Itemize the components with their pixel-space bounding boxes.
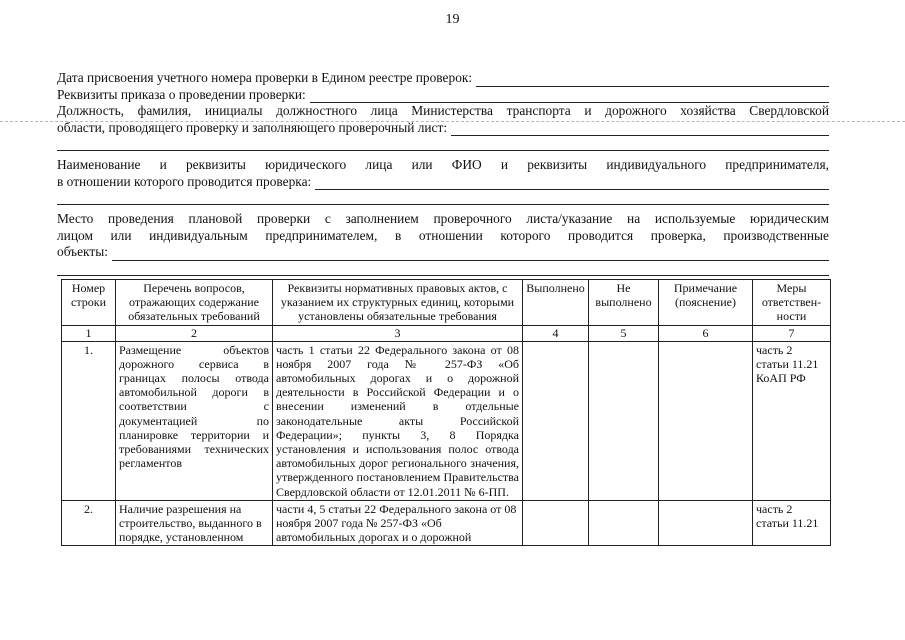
table-row — [62, 500, 831, 546]
table-index-row — [62, 325, 831, 341]
location-field[interactable] — [112, 248, 829, 261]
row-not-done-cell[interactable] — [589, 341, 659, 500]
location-label-line3: объекты: — [57, 244, 108, 259]
checklist-table — [61, 279, 831, 546]
col-index: 4 — [523, 325, 589, 341]
location-label-line2: лицом или индивидуальным предпринимателем, в отношении которого проводится проверка, производственные — [57, 227, 829, 243]
entity-label-line2: в отношении которого проводится проверка: — [57, 173, 312, 189]
table-header-row — [62, 280, 831, 326]
col-header-questions: Перечень вопросов, отражающих содержание обязательных требований — [116, 280, 273, 326]
official-label-line2: области, проводящего проверку и заполняющего проверочный лист: — [57, 119, 448, 135]
row-liability: часть 2 статьи 11.21 — [753, 500, 831, 546]
entity-line — [57, 174, 829, 191]
row-number: 1. — [62, 341, 116, 500]
official-field[interactable] — [451, 123, 829, 136]
registry-date-field[interactable] — [476, 74, 829, 87]
col-index: 5 — [589, 325, 659, 341]
col-index: 6 — [659, 325, 753, 341]
col-index: 7 — [753, 325, 831, 341]
location-label-line1: Место проведения плановой проверки с заполнением проверочного листа/указание на используемые юридическим — [57, 211, 829, 226]
col-header-not-done: Не выполнено — [589, 280, 659, 326]
col-header-liability: Меры ответствен-ности — [753, 280, 831, 326]
row-done-cell[interactable] — [523, 341, 589, 500]
official-label-line1: Должность, фамилия, инициалы должностного лица Министерства транспорта и дорожного хозяйства Свердловской — [57, 103, 829, 118]
entity-label-line1: Наименование и реквизиты юридического лица или ФИО и реквизиты индивидуального предпринимателя, — [57, 157, 829, 172]
order-details-field[interactable] — [310, 90, 829, 103]
row-number: 2. — [62, 500, 116, 546]
row-acts: части 4, 5 статьи 22 Федерального закона от 08 ноября 2007 года № 257-ФЗ «Об автомобильных дорогах и о дорожной — [273, 500, 523, 546]
official-line — [57, 120, 829, 137]
col-index: 2 — [116, 325, 273, 341]
registry-date-label: Дата присвоения учетного номера проверки в Едином реестре проверок: — [57, 70, 473, 85]
row-note-cell[interactable] — [659, 341, 753, 500]
official-field-continuation[interactable] — [57, 138, 829, 151]
inspection-header-form — [57, 70, 829, 276]
col-index: 3 — [273, 325, 523, 341]
col-header-note: Примечание (пояснение) — [659, 280, 753, 326]
row-liability: часть 2 статьи 11.21 КоАП РФ — [753, 341, 831, 500]
row-acts: часть 1 статьи 22 Федерального закона от 08 ноября 2007 года № 257-ФЗ «Об автомобильных дорогах и о дорожной деятельности в Российской Федерации и о внесении изменений в отдельные законодательные акты Российской Федерации»; пункты 3, 8 Порядка установления и использования полос отвода автомобильных дорог регионального значения, утвержденного постановлением Правительства Свердловской области от 12.01.2011 № 6-ПП. — [273, 341, 523, 500]
order-details-label: Реквизиты приказа о проведении проверки: — [57, 86, 306, 102]
row-question: Размещение объектов дорожного сервиса в границах полосы отвода автомобильной дороги в соответствии с документацией по планировке территории и требованиями технических регламентов — [116, 341, 273, 500]
registry-date-line — [57, 70, 829, 87]
location-field-continuation[interactable] — [57, 263, 829, 276]
col-header-done: Выполнено — [523, 280, 589, 326]
location-line — [57, 244, 829, 261]
col-index: 1 — [62, 325, 116, 341]
table-row — [62, 341, 831, 500]
row-question: Наличие разрешения на строительство, выданного в порядке, установленном — [116, 500, 273, 546]
entity-field[interactable] — [315, 177, 829, 190]
row-done-cell[interactable] — [523, 500, 589, 546]
row-not-done-cell[interactable] — [589, 500, 659, 546]
entity-field-continuation[interactable] — [57, 192, 829, 205]
col-header-number: Номер строки — [62, 280, 116, 326]
page-number: 19 — [445, 12, 460, 27]
order-details-line — [57, 87, 829, 104]
row-note-cell[interactable] — [659, 500, 753, 546]
col-header-acts: Реквизиты нормативных правовых актов, с указанием их структурных единиц, которыми установлены обязательные требования — [273, 280, 523, 326]
